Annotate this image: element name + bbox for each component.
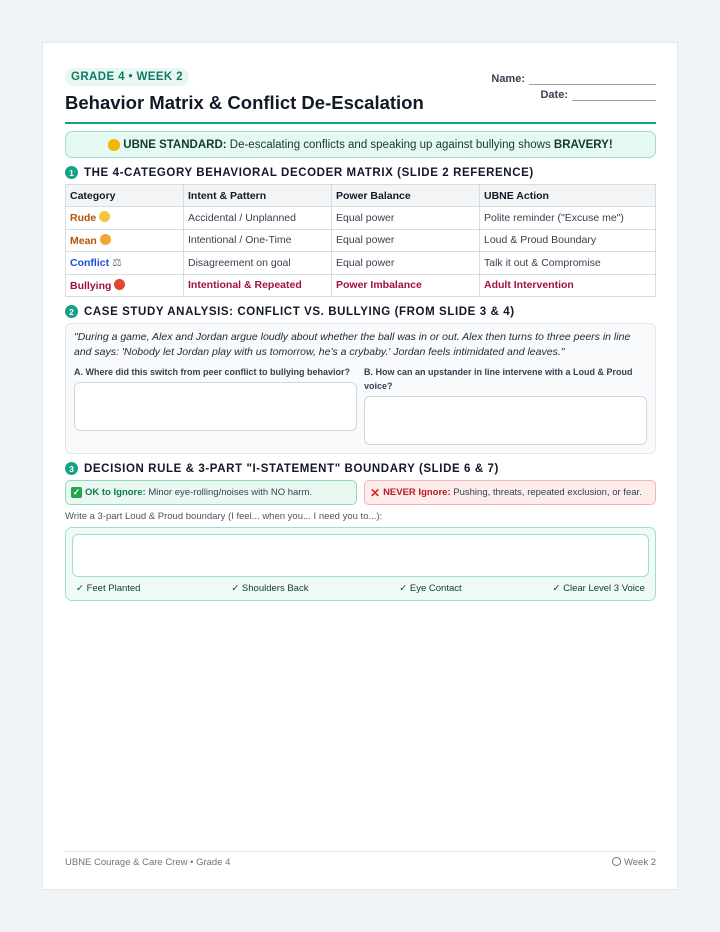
- check-feet-planted: ✓ Feet Planted: [76, 583, 141, 594]
- name-label: Name:: [491, 73, 525, 85]
- category-cell: [66, 229, 184, 252]
- power-cell: Power Imbalance: [332, 274, 480, 297]
- section-1-number: 1: [65, 166, 78, 179]
- category-bullying: Bullying: [70, 279, 112, 292]
- section-3-number: 3: [65, 462, 78, 475]
- standard-emph: BRAVERY!: [553, 138, 613, 151]
- never-lead: NEVER Ignore:: [383, 487, 451, 498]
- category-cell: [66, 207, 184, 230]
- never-text: Pushing, threats, repeated exclusion, or fear.: [453, 487, 642, 498]
- name-date-block: [491, 73, 656, 105]
- category-cell: [66, 252, 184, 275]
- i-statement-field[interactable]: [72, 534, 649, 577]
- page-footer: [65, 851, 656, 868]
- intent-cell: Intentional / One-Time: [184, 229, 332, 252]
- table-header-row: [66, 185, 656, 207]
- column-header: Category: [66, 185, 184, 207]
- angry-face-icon: [100, 234, 111, 245]
- answer-b-field[interactable]: [364, 396, 647, 445]
- power-cell: Equal power: [332, 252, 480, 275]
- action-cell: Loud & Proud Boundary: [480, 229, 656, 252]
- ok-lead: OK to Ignore:: [85, 487, 146, 498]
- decoder-matrix-table: [65, 184, 656, 297]
- neutral-face-icon: [99, 211, 110, 222]
- checkmark-icon: ✓: [72, 487, 81, 497]
- magnifier-icon: [612, 857, 621, 866]
- i-statement-box: [65, 527, 656, 601]
- question-a-label: A. Where did this switch from peer conflict to bullying behavior?: [74, 367, 351, 377]
- intent-cell: Disagreement on goal: [184, 252, 332, 275]
- standard-banner: [65, 131, 656, 158]
- answer-a-field[interactable]: [74, 382, 357, 431]
- case-study-box: [65, 323, 656, 454]
- column-header: Power Balance: [332, 185, 480, 207]
- question-b: [364, 365, 647, 445]
- footer-right: Week 2: [623, 857, 656, 868]
- name-line[interactable]: [529, 73, 656, 85]
- section-2-number: 2: [65, 305, 78, 318]
- footer-left: UBNE Courage & Care Crew • Grade 4: [65, 857, 231, 868]
- table-row: [66, 274, 656, 297]
- balance-scale-icon: ⚖: [112, 257, 122, 270]
- section-3-title: DECISION RULE & 3-PART "I-STATEMENT" BOUNDARY (SLIDE 6 & 7): [84, 462, 499, 475]
- section-1-heading: [65, 166, 656, 179]
- case-questions: [74, 365, 647, 445]
- worksheet-content: [65, 67, 656, 601]
- category-rude: Rude: [70, 212, 97, 225]
- worksheet-page: [42, 42, 678, 890]
- table-row: [66, 229, 656, 252]
- category-conflict: Conflict: [70, 257, 110, 270]
- cross-mark-icon: ✕: [370, 485, 381, 500]
- standard-text: De-escalating conflicts and speaking up against bullying shows: [229, 138, 551, 151]
- page-title: Behavior Matrix & Conflict De-Escalation: [65, 92, 424, 113]
- section-2-title: CASE STUDY ANALYSIS: CONFLICT VS. BULLYING (FROM SLIDE 3 & 4): [84, 305, 515, 318]
- check-shoulders-back: ✓ Shoulders Back: [231, 583, 309, 594]
- boundary-prompt: Write a 3-part Loud & Proud boundary (I feel... when you... I need you to...):: [65, 511, 383, 522]
- header-divider: [65, 122, 656, 124]
- power-cell: Equal power: [332, 229, 480, 252]
- date-line[interactable]: [572, 89, 656, 101]
- section-1-title: THE 4-CATEGORY BEHAVIORAL DECODER MATRIX (SLIDE 2 REFERENCE): [84, 166, 534, 179]
- footer-right-wrap: [612, 857, 656, 868]
- voice-checklist: [72, 583, 649, 594]
- case-study-quote: "During a game, Alex and Jordan argue loudly about whether the ball was in or out. Alex then turns to three peers in line and says: 'Nobody let Jordan play with us tomorrow, he's a crybaby.' Jordan feels intimidated and leaves.": [74, 331, 631, 358]
- action-cell: Talk it out & Compromise: [480, 252, 656, 275]
- section-2-heading: [65, 305, 656, 318]
- star-face-icon: [108, 139, 120, 151]
- red-circle-icon: [114, 279, 125, 290]
- name-field[interactable]: [491, 73, 656, 85]
- column-header: UBNE Action: [480, 185, 656, 207]
- column-header: Intent & Pattern: [184, 185, 332, 207]
- intent-cell: Intentional & Repeated: [184, 274, 332, 297]
- power-cell: Equal power: [332, 207, 480, 230]
- table-row: [66, 252, 656, 275]
- check-clear-voice: ✓ Clear Level 3 Voice: [552, 583, 645, 594]
- action-cell: Adult Intervention: [480, 274, 656, 297]
- table-row: [66, 207, 656, 230]
- standard-lead: UBNE STANDARD:: [123, 138, 227, 151]
- ok-to-ignore-box: [65, 480, 357, 505]
- date-label: Date:: [540, 89, 568, 101]
- never-ignore-box: [364, 480, 656, 505]
- intent-cell: Accidental / Unplanned: [184, 207, 332, 230]
- question-a: [74, 365, 357, 445]
- check-eye-contact: ✓ Eye Contact: [399, 583, 462, 594]
- ok-text: Minor eye-rolling/noises with NO harm.: [148, 487, 313, 498]
- date-field[interactable]: [491, 89, 656, 101]
- section-3-heading: [65, 462, 656, 475]
- action-cell: Polite reminder ("Excuse me"): [480, 207, 656, 230]
- category-mean: Mean: [70, 234, 97, 247]
- question-b-label: B. How can an upstander in line intervene with a Loud & Proud voice?: [364, 367, 633, 391]
- category-cell: [66, 274, 184, 297]
- decision-rules: [65, 480, 656, 505]
- grade-pill: GRADE 4 • WEEK 2: [65, 68, 189, 86]
